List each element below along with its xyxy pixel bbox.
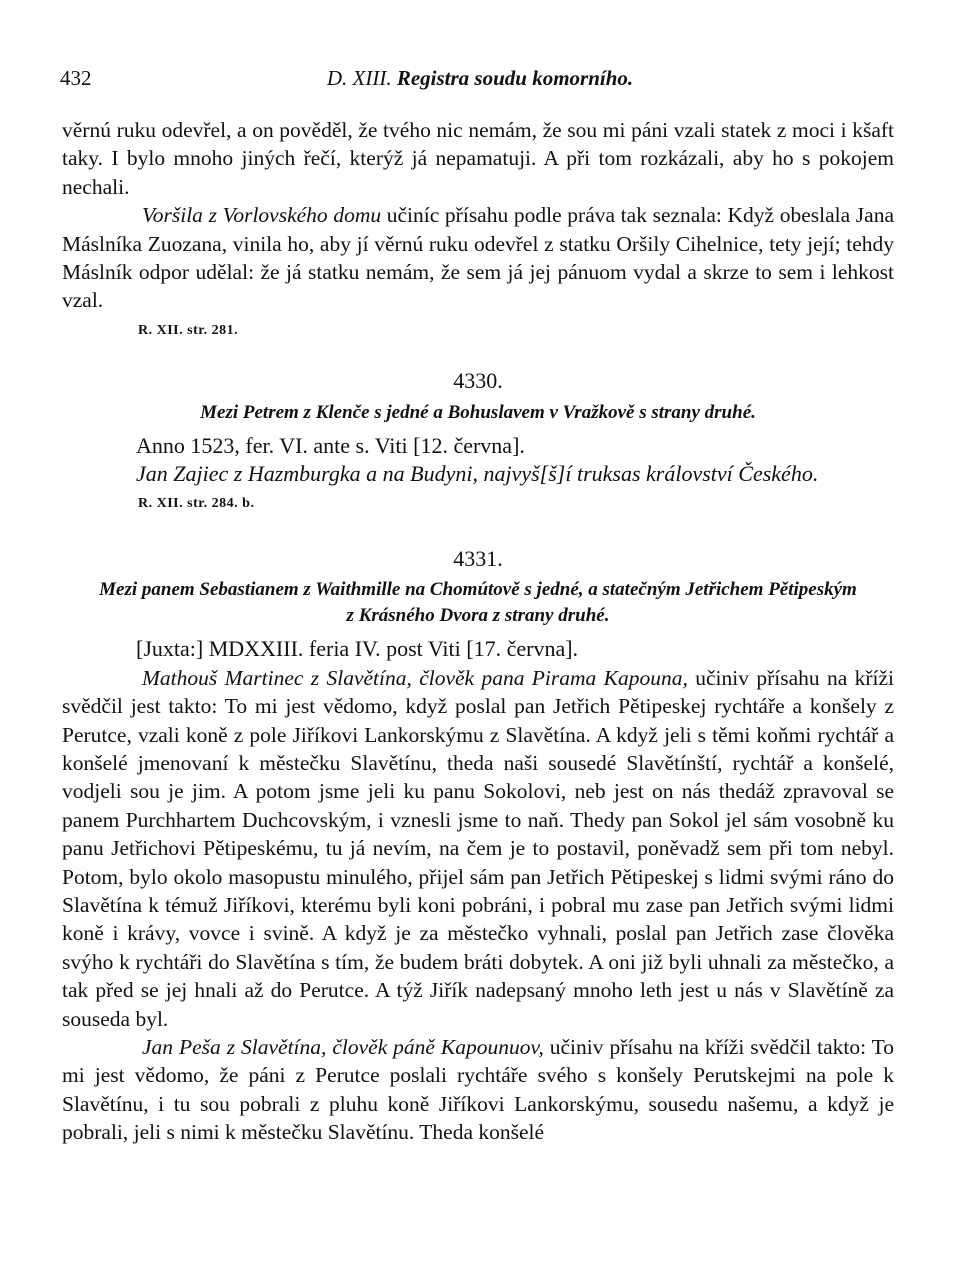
running-title-journal: Registra soudu komorního. xyxy=(396,66,634,90)
entry-date-4330: Anno 1523, fer. VI. ante s. Viti [12. června]. xyxy=(136,432,525,458)
continuation-paragraph: věrnú ruku odevřel, a on pověděl, že tvého nic nemám, že sou mi páni vzali statek z moci i kšaft taky. I bylo mnoho jiných řečí, kterýž já nepamatuji. A při tom rozkázali, aby ho s pokojem nechali. xyxy=(62,118,894,199)
witness-name: Jan Peša z Slavětína, člověk páně Kapounuov, xyxy=(142,1034,544,1059)
running-title xyxy=(60,66,900,91)
testimony-text: učiníc přísahu podle práva tak seznala: Když obeslala Jana Máslníka Zuozana, vinila ho, aby jí věrnú ruku odevřel z statku Oršily Cihelnice, tety její; tehdy Máslník odpor udělal: že já statku nemám, že sem já jej pánuom vydal a skrze to sem i lehkost vzal. xyxy=(62,203,894,313)
martinec-testimony xyxy=(62,664,894,1033)
source-reference: R. XII. str. 281. xyxy=(138,322,239,338)
pesa-testimony xyxy=(62,1033,894,1147)
witness-name: Mathouš Martinec z Slavětína, člověk pana Pirama Kapouna, xyxy=(142,665,688,690)
testimony-text: učiniv přísahu na kříži svědčil jest takto: To mi jest vědomo, když poslal pan Jetřich Pětipeskej rychtáře a konšely z Perutce, vzali koně z pole Jiříkovi Lankorskýmu z Slavětína. A když jeli s těmi koňmi rychtář a konšelé jmenovaní k městečku Slavětínu, theda naši sousedé Slavětínští, rychtář a konšelé, vodjeli sou je jim. A potom jsme jeli ku panu Sokolovi, neb jest on nás thedáž zpravoval se panem Purchhartem Duchcovským, i vznesli jsme to naň. Thedy pan Sokol jel sám vosobně ku panu Jetřichovi Pětipeskému, tu já nevím, na čem je to postavil, poněvadž sem při tom nebyl. Potom, bylo okolo masopustu minulého, přijel sám pan Jetřich Pětipeskej s lidmi svými ráno do Slavětína k témuž Jiříkovi, kterému byli koni pobráni, i pobral mu zase pan Jetřich svými lidmi koně i krávy, vovce i svině. A když je za městečko vyhnali, poslal pan Jetřich zase člověka svýho k rychtáři do Slavětína s tím, že budem bráti dobytek. A oni již byli uhnali za městečko, a tak před se jej hnali až do Perutce. A týž Jiřík nadepsaný mnoho leth jest u nás v Slavětíně za souseda byl. xyxy=(62,665,894,1031)
entry-line-4330: Jan Zajiec z Hazmburgka a na Budyni, najvyš[š]í truksas království Českého. xyxy=(136,461,819,487)
witness-name: Voršila z Vorlovského domu xyxy=(142,203,382,228)
page-number: 432 xyxy=(60,66,92,90)
entry-title-4331-line-1: Mezi panem Sebastianem z Waithmille na Chomútově s jedné, a statečným Jetřichem Pětipeským xyxy=(99,579,857,601)
entry-title-4330: Mezi Petrem z Klenče s jedné a Bohuslavem v Vražkově s strany druhé. xyxy=(200,401,756,423)
page-header xyxy=(60,66,900,96)
entry-title-4331-line-2: z Krásného Dvora z strany druhé. xyxy=(346,605,610,627)
page-body xyxy=(62,116,894,1147)
entry-number-4330: 4330. xyxy=(453,368,503,394)
testimony-text: učiniv přísahu na kříži svědčil takto: To mi jest vědomo, že páni z Perutce poslali rychtáře svého s konšely Perutskejmi na pole k Slavětínu, i tu sou pobrali z pluhu koně Jiříkovi Lankorskýmu, sousedu našemu, a když je pobrali, jeli s nimi k městečku Slavětínu. Theda konšelé xyxy=(62,1034,894,1145)
entry-number-4331: 4331. xyxy=(453,545,503,571)
source-reference-4330: R. XII. str. 284. b. xyxy=(138,496,255,512)
vorsila-testimony xyxy=(62,201,894,315)
entry-title-4331 xyxy=(62,577,894,629)
running-title-prefix: D. XIII. xyxy=(326,66,392,90)
entry-date-4331: [Juxta:] MDXXIII. feria IV. post Viti [17. června]. xyxy=(136,636,579,662)
